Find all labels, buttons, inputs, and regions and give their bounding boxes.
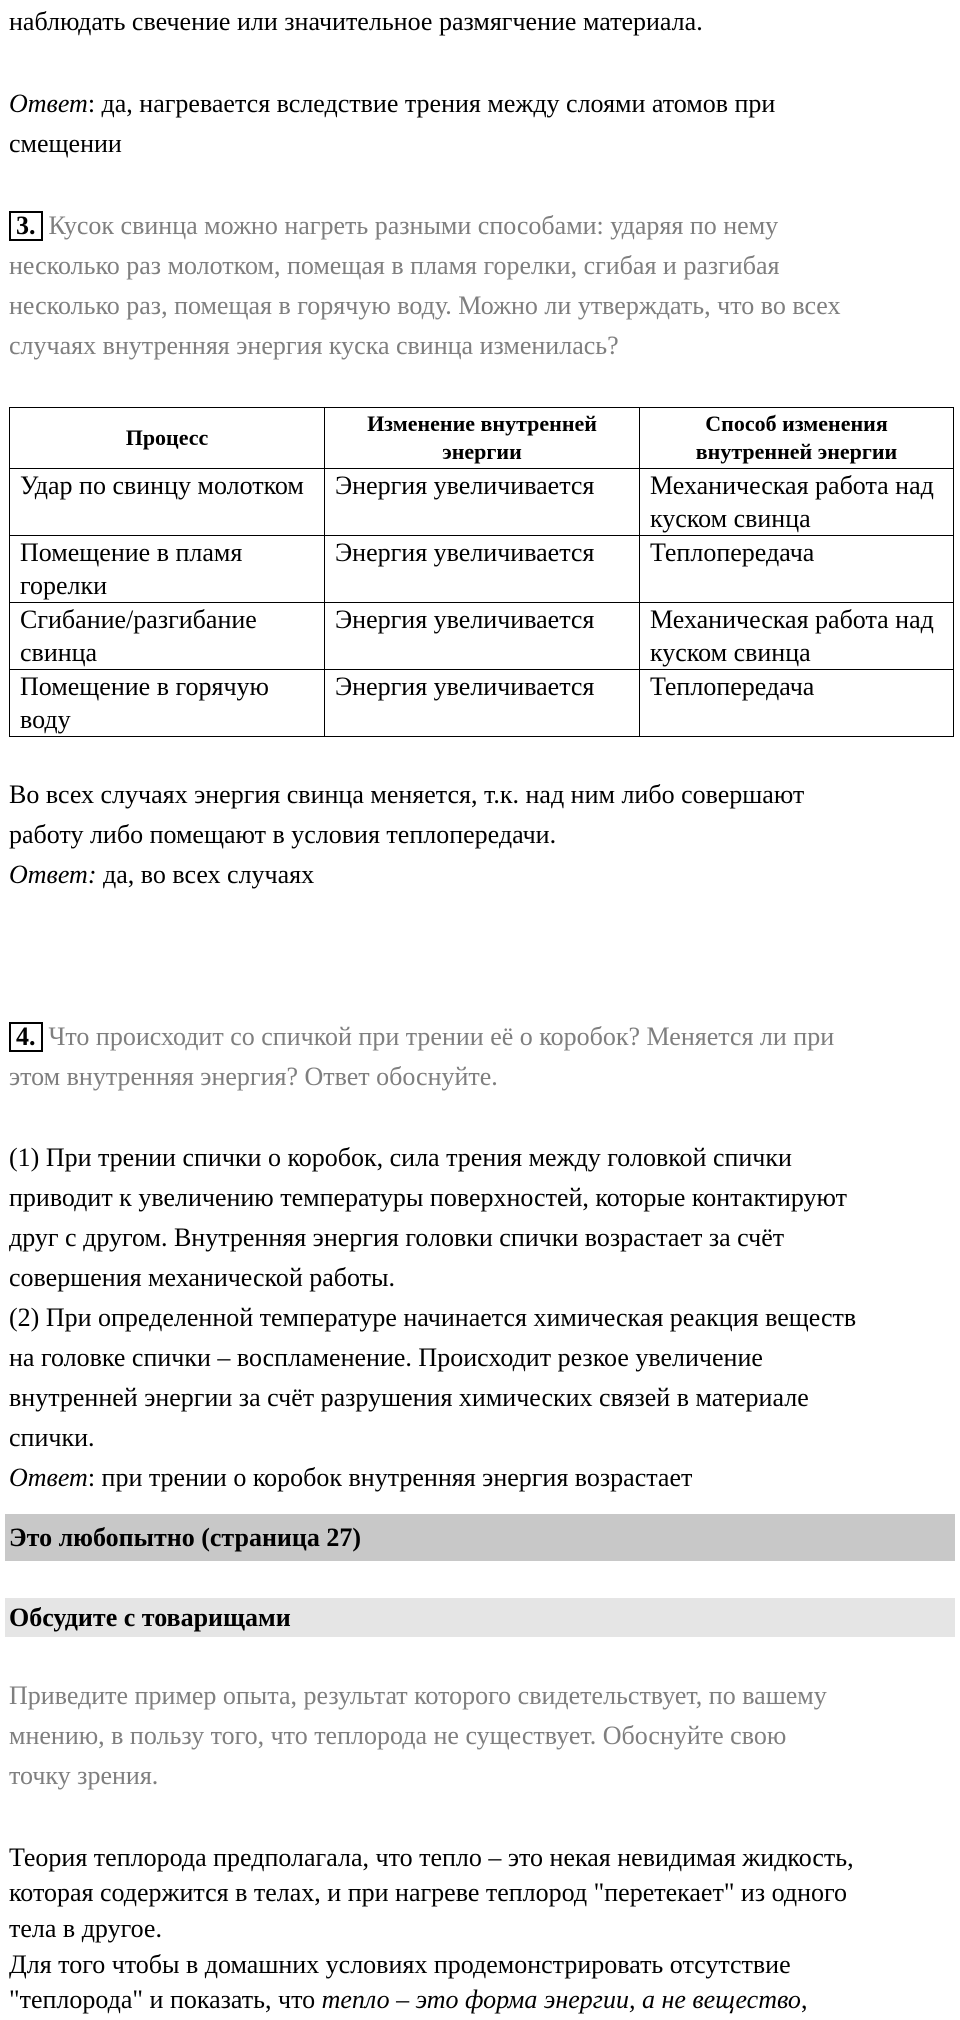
table-header-row <box>10 408 954 469</box>
text-line: (2) При определенной температуре начинается химическая реакция веществ <box>9 1303 857 1332</box>
table-header-cell: Процесс <box>10 408 325 469</box>
answer-line: Ответ: да, нагревается вследствие трения между слоями атомов при <box>9 89 776 118</box>
table-header-cell: Способ изменения внутренней энергии <box>640 408 954 469</box>
table-cell: Механическая работа над куском свинца <box>640 603 954 670</box>
table-cell: Теплопередача <box>640 670 954 737</box>
discuss-question-line: мнению, в пользу того, что теплорода не существует. Обоснуйте свою <box>9 1721 787 1750</box>
table-row <box>10 536 954 603</box>
table-row <box>10 469 954 536</box>
table-cell: Энергия увеличивается <box>325 536 640 603</box>
section-title: Это любопытно (страница 27) <box>5 1514 955 1561</box>
table-cell: Механическая работа над куском свинца <box>640 469 954 536</box>
text-line: которая содержится в телах, и при нагреве теплород "перетекает" из одного <box>9 1878 848 1907</box>
table-cell: Помещение в горячую воду <box>10 670 325 737</box>
text-line: наблюдать свечение или значительное размягчение материала. <box>9 7 703 36</box>
question-3-line: случаях внутренняя энергия куска свинца изменилась? <box>9 331 619 360</box>
text-line: внутренней энергии за счёт разрушения химических связей в материале <box>9 1383 809 1412</box>
table-cell: Энергия увеличивается <box>325 469 640 536</box>
table-cell: Сгибание/разгибание свинца <box>10 603 325 670</box>
table-cell: Энергия увеличивается <box>325 603 640 670</box>
text-line: смещении <box>9 129 122 158</box>
text-line: работу либо помещают в условия теплопередачи. <box>9 820 557 849</box>
emphasis-text: тепло – это форма энергии, а не вещество <box>321 1985 801 2014</box>
text-line: спички. <box>9 1423 95 1452</box>
question-3-line: 3. Кусок свинца можно нагреть разными способами: ударяя по нему <box>9 206 778 246</box>
text-line: друг с другом. Внутренняя энергия головки спички возрастает за счёт <box>9 1223 785 1252</box>
section-subtitle: Обсудите с товарищами <box>5 1598 955 1637</box>
text-line: приводит к увеличению температуры поверхностей, которые контактируют <box>9 1183 848 1212</box>
text-line: Теория теплорода предполагала, что тепло – это некая невидимая жидкость, <box>9 1843 854 1872</box>
text-line: тела в другое. <box>9 1914 162 1943</box>
discuss-question-line: точку зрения. <box>9 1761 159 1790</box>
answer-line: Ответ: да, во всех случаях <box>9 860 315 889</box>
table-row <box>10 670 954 737</box>
table-row <box>10 603 954 670</box>
answer-label: Ответ: <box>9 860 97 889</box>
table-cell: Энергия увеличивается <box>325 670 640 737</box>
table-cell: Удар по свинцу молотком <box>10 469 325 536</box>
question-3-line: несколько раз, помещая в горячую воду. Можно ли утверждать, что во всех <box>9 291 841 320</box>
discuss-question-line: Приведите пример опыта, результат которого свидетельствует, по вашему <box>9 1681 827 1710</box>
process-table <box>9 407 954 737</box>
text-line: Во всех случаях энергия свинца меняется, т.к. над ним либо совершают <box>9 780 805 809</box>
table-cell: Помещение в пламя горелки <box>10 536 325 603</box>
question-number-badge: 3. <box>9 211 43 241</box>
table-header-cell: Изменение внутренней энергии <box>325 408 640 469</box>
question-3-line: несколько раз молотком, помещая в пламя горелки, сгибая и разгибая <box>9 251 780 280</box>
text-line: "теплорода" и показать, что тепло – это форма энергии, а не вещество, <box>9 1985 808 2014</box>
text-line: совершения механической работы. <box>9 1263 396 1292</box>
text-line: на головке спички – воспламенение. Происходит резкое увеличение <box>9 1343 763 1372</box>
answer-label: Ответ <box>9 1463 88 1492</box>
table-cell: Теплопередача <box>640 536 954 603</box>
answer-label: Ответ <box>9 89 88 118</box>
question-number-badge: 4. <box>9 1022 43 1052</box>
text-line: Для того чтобы в домашних условиях продемонстрировать отсутствие <box>9 1950 791 1979</box>
answer-line: Ответ: при трении о коробок внутренняя энергия возрастает <box>9 1463 693 1492</box>
question-4-line: 4. Что происходит со спичкой при трении её о коробок? Меняется ли при <box>9 1017 834 1057</box>
text-line: (1) При трении спички о коробок, сила трения между головкой спички <box>9 1143 792 1172</box>
question-4-line: этом внутренняя энергия? Ответ обоснуйте. <box>9 1062 498 1091</box>
